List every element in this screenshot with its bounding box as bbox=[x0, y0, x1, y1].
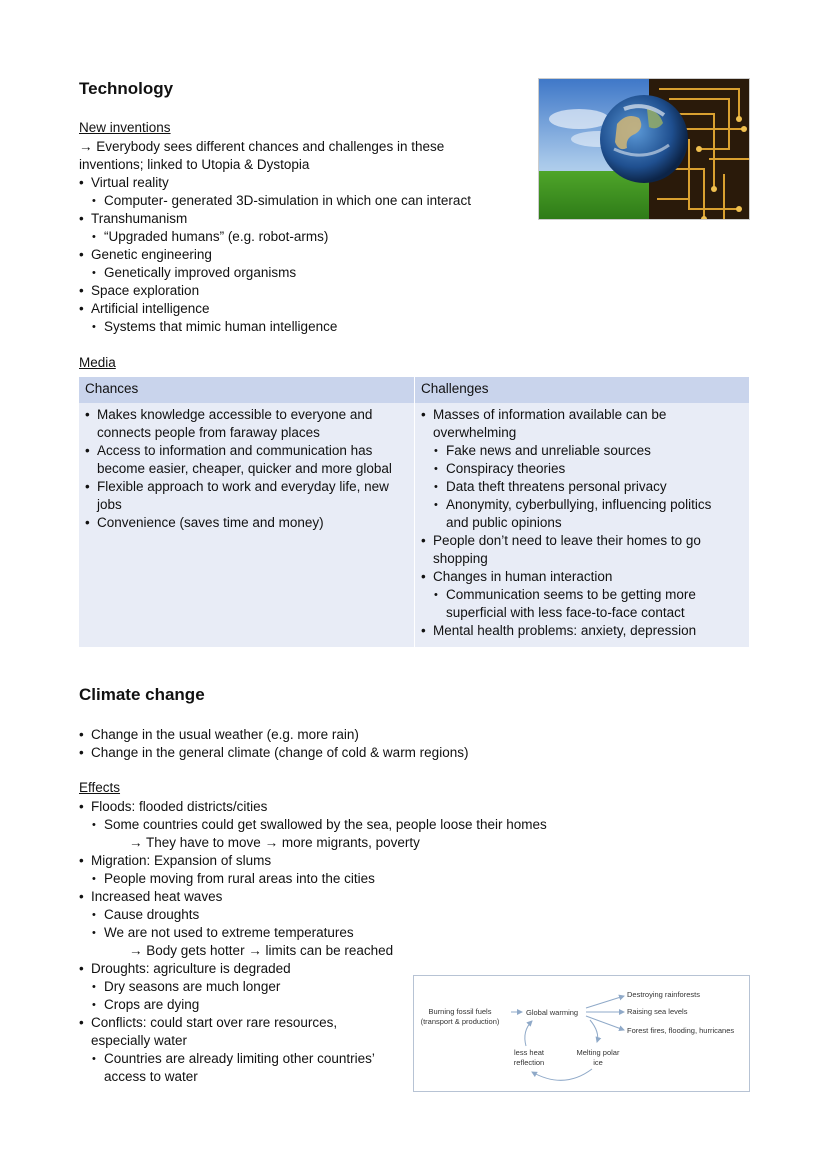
challenge-detail: • Data theft threatens personal privacy bbox=[421, 478, 711, 496]
node-burning-line2: (transport & production) bbox=[420, 1017, 500, 1026]
challenge-detail: • Anonymity, cyberbullying, influencing politics bbox=[421, 496, 711, 514]
challenge-item-cont: overwhelming bbox=[433, 425, 517, 440]
challenge-item: • Changes in human interaction bbox=[421, 568, 711, 586]
effect-detail: • Some countries could get swallowed by the sea, people loose their homes bbox=[79, 816, 547, 834]
column-divider bbox=[414, 377, 415, 647]
invention-detail: • Genetically improved organisms bbox=[79, 264, 471, 282]
effect-item: • Floods: flooded districts/cities bbox=[79, 798, 547, 816]
earth-circuit-image bbox=[538, 78, 750, 220]
media-heading: Media bbox=[79, 355, 116, 370]
arrow bbox=[532, 1069, 592, 1080]
effect-detail: • People moving from rural areas into the cities bbox=[79, 870, 547, 888]
invention-detail: • Computer- generated 3D-simulation in which one can interact bbox=[79, 192, 471, 210]
challenge-item: • Masses of information available can be bbox=[421, 406, 711, 424]
challenge-detail: • Fake news and unreliable sources bbox=[421, 442, 711, 460]
arrow bbox=[590, 1020, 598, 1042]
earth-circuit-illustration bbox=[539, 79, 750, 220]
node-melting-line1: Melting polar bbox=[576, 1048, 620, 1057]
invention-detail: • “Upgraded humans” (e.g. robot-arms) bbox=[79, 228, 471, 246]
climate-intro bbox=[79, 726, 468, 762]
effect-detail: • Dry seasons are much longer bbox=[79, 978, 547, 996]
climate-intro-item: • Change in the usual weather (e.g. more rain) bbox=[79, 726, 468, 744]
diagram-svg bbox=[414, 976, 749, 1091]
effect-item-cont: especially water bbox=[91, 1033, 188, 1048]
challenge-detail-cont: superficial with less face-to-face contact bbox=[446, 605, 685, 620]
node-global-warming: Global warming bbox=[526, 1008, 579, 1017]
chance-item-cont: become easier, cheaper, quicker and more global bbox=[97, 461, 392, 476]
node-burning-line1: Burning fossil fuels bbox=[428, 1007, 492, 1016]
effect-detail: • Cause droughts bbox=[79, 906, 547, 924]
node-forest-fires: Forest fires, flooding, hurricanes bbox=[627, 1026, 735, 1035]
chances-header: Chances bbox=[85, 381, 139, 396]
effect-consequence: → They have to move → more migrants, poverty bbox=[129, 835, 420, 850]
intro-line: → Everybody sees different chances and challenges in these bbox=[79, 139, 445, 154]
invention-item: • Virtual reality bbox=[79, 174, 471, 192]
chance-item-cont: connects people from faraway places bbox=[97, 425, 320, 440]
arrow bbox=[586, 996, 624, 1008]
arrow bbox=[586, 1016, 624, 1030]
effect-detail: • We are not used to extreme temperatures bbox=[79, 924, 547, 942]
effect-item: • Conflicts: could start over rare resources, bbox=[79, 1014, 547, 1032]
effect-item: • Increased heat waves bbox=[79, 888, 547, 906]
chance-item: • Flexible approach to work and everyday life, new bbox=[85, 478, 392, 496]
effect-detail: • Crops are dying bbox=[79, 996, 547, 1014]
effect-detail: • Countries are already limiting other countries’ bbox=[79, 1050, 547, 1068]
media-table bbox=[79, 377, 749, 647]
new-inventions-heading: New inventions bbox=[79, 120, 171, 135]
arrow bbox=[525, 1021, 532, 1046]
challenge-detail-cont: and public opinions bbox=[446, 515, 562, 530]
intro-line: inventions; linked to Utopia & Dystopia bbox=[79, 157, 310, 172]
effect-item: • Migration: Expansion of slums bbox=[79, 852, 547, 870]
challenge-item: • Mental health problems: anxiety, depression bbox=[421, 622, 711, 640]
new-inventions-list bbox=[79, 138, 471, 336]
chance-item: • Makes knowledge accessible to everyone and bbox=[85, 406, 392, 424]
climate-intro-item: • Change in the general climate (change of cold & warm regions) bbox=[79, 744, 468, 762]
effect-detail-cont: access to water bbox=[104, 1069, 198, 1084]
chance-item: • Convenience (saves time and money) bbox=[85, 514, 392, 532]
chance-item-cont: jobs bbox=[97, 497, 122, 512]
challenges-header: Challenges bbox=[421, 381, 489, 396]
climate-cause-effect-diagram bbox=[413, 975, 750, 1092]
node-raising-sea-levels: Raising sea levels bbox=[627, 1007, 688, 1016]
invention-detail: • Systems that mimic human intelligence bbox=[79, 318, 471, 336]
chance-item: • Access to information and communication has bbox=[85, 442, 392, 460]
effect-consequence: → Body gets hotter → limits can be reached bbox=[129, 943, 394, 958]
invention-item: • Space exploration bbox=[79, 282, 471, 300]
effect-item: • Droughts: agriculture is degraded bbox=[79, 960, 547, 978]
challenge-detail: • Conspiracy theories bbox=[421, 460, 711, 478]
climate-title: Climate change bbox=[79, 685, 205, 704]
challenge-detail: • Communication seems to be getting more bbox=[421, 586, 711, 604]
node-destroying-rainforests: Destroying rainforests bbox=[627, 990, 700, 999]
effects-heading: Effects bbox=[79, 780, 121, 795]
node-less-heat-line2: reflection bbox=[513, 1058, 545, 1067]
challenge-item-cont: shopping bbox=[433, 551, 488, 566]
challenge-item: • People don’t need to leave their homes to go bbox=[421, 532, 711, 550]
invention-item: • Transhumanism bbox=[79, 210, 471, 228]
challenges-list bbox=[421, 406, 711, 640]
invention-item: • Artificial intelligence bbox=[79, 300, 471, 318]
chances-list bbox=[85, 406, 392, 532]
node-less-heat-line1: less heat bbox=[513, 1048, 545, 1057]
node-melting-line2: ice bbox=[593, 1058, 603, 1067]
technology-title: Technology bbox=[79, 79, 174, 98]
invention-item: • Genetic engineering bbox=[79, 246, 471, 264]
